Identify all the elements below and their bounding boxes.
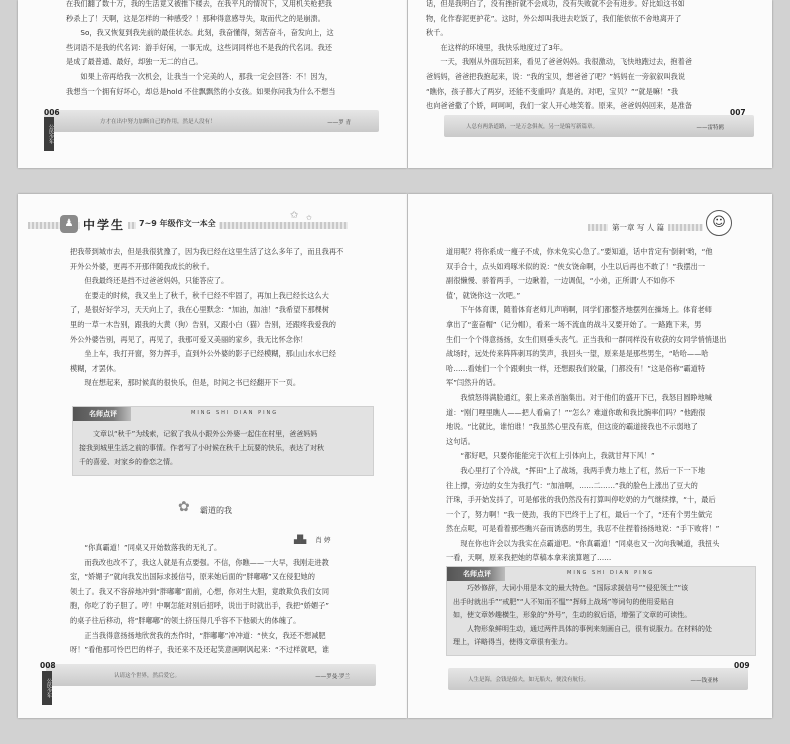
comment-line: 文章以“秋千”为线索，记叙了我从小跟外公外婆一起住在村里，爸爸妈妈 [93,430,318,438]
paragraph: 地说。“比就比，谁怕谁！”我虽然心里没有底，但这庞的霸道接我也不示弱地了 [446,422,698,432]
footer-quote: 认请这个世界，然后爱它。 [114,673,181,679]
paragraph: 下午体育课，随着体育老师儿声哨啊，同学们都整齐地摆列在操场上。体育老师 [460,305,712,315]
footer-quote: 人总有两条道路，一是万念俱灰，另一是编写新篇章。 [466,124,599,130]
footer-author: ——雷特鸥 [696,125,724,131]
paragraph: 拿出了“蛮奋帽”（记分帽），看来一场不流血的战斗又要开始了。一路跑下来，男 [446,319,702,329]
star-icon: ✩ [290,210,299,221]
bottom-right-page [408,194,772,718]
paragraph: 里的一草一木告别，跟我的大黄（狗）告别，又跟小白（猫）告别，还跟疼我爱我的 [70,319,336,329]
paragraph: 在要走的时候，我又坐上了秋千，秋千已经不牢固了，再加上我已经长这么大 [84,290,329,300]
spine-divider [407,194,408,718]
paragraph: 爸妈妈，爸爸把我抱起来，说：“我的宝贝，想爸爸了吧？”妈妈在一旁叙叙叫我说 [426,71,686,81]
paragraph: 室，“娇媚子”就向我发出国际求援信号，原来她后面的“胖嘟嘟”又在侵犯她的 [70,572,315,582]
paragraph: 副很懒慢、骄着两手，一边瞅着，一边调侃，“小弟，正所谓‘人不如你不 [446,276,675,286]
page-number: 009 [734,661,750,670]
paragraph: 胞，你吃了豹子胆了。哼！中啊怎能对别后招呼，说出于时就出手，我把“娇媚子” [70,601,330,611]
footer-bar [448,668,748,690]
comment-line: 如，使文章妙趣横生，形象的“外号”，生动的叙后语，增强了文章的可读性。 [453,611,692,619]
paragraph: 秋千。 [426,28,448,38]
footer-author: ——罗 青 [327,120,351,126]
paragraph: “你真霸道！”同桌又开始数落我的无礼了。 [84,543,222,552]
paragraph: 现在你也许会以为我实在点霸道吧。“你真霸道！”同桌也又一次向我喊道，我扭头 [460,538,720,548]
paragraph: 道：“刚门哩里瞧人——把人看扁了！”“怎么？难道你敢和我比腕率们吗？”他跑很 [446,407,706,417]
comment-pinyin: MING SHI DIAN PING [567,570,655,576]
comment-line: 出手时就出手”“戒肥”“人不知而不愠”“挥师上战场”等词句的使用妥贴自 [453,597,675,606]
bottom-left-page [18,194,407,718]
side-tab: 公民少年 [42,671,52,705]
paragraph: 我想当一个拥有好坏心，却总是hold 不住飘飘然的小女孩。如果你问我为什么不想当 [66,86,336,96]
paragraph: 模糊，才罢休。 [70,363,121,373]
paragraph: 但我最终还是挡不过爸爸妈妈，只能答应了。 [84,276,229,286]
paragraph: 话，但是我明白了，没有挫折就不会成功，没有失败就不会有进步。好比如这书如 [426,0,685,8]
paragraph: 把我带到城市去，但是我很犹豫了，因为我已经在这里生活了这么多年了，而且我再不 [70,247,344,256]
paragraph: 领土了。我又不容辞地冲到“胖嘟嘟”面前，心想，你对生大胆，竟敢欺负我们女同 [70,586,330,596]
article-body [70,541,375,658]
comment-box [72,406,374,476]
paragraph: 坐上车，我打开窗，努力挥手，直到外公外婆的影子已经模糊，那山山水水已经 [84,349,336,359]
paragraph: 正当我得意扬扬地欣赏我的杰作时，“胖嘟嘟”冲冲道：“侠女，我还不想减肥 [84,630,326,640]
comment-line: 千的喜爱、对家乡的眷恋之情。 [79,458,177,467]
comment-line: 理上，详略得当，使得文章很有张力。 [453,638,572,646]
paragraph: 秒杀上了！天啊，这是怎样的一种感受？！那种得意感导失，取而代之的是崩溃。 [66,13,325,23]
paragraph: 的桌子往后移动，将“胖嘟嘟”的领土挤压得几乎容不下他硕大的体魄了。 [70,615,301,625]
top-right-body [426,0,744,114]
paragraph: 外公外婆告别，再见了，再见了，我那可爱又美丽的家乡，我无比怀念你！ [70,334,308,344]
footer-author: ——钱亚林 [690,678,718,684]
footer-quote: 方才在出中努力加断自己的作用，然是人没有！ [100,119,216,125]
article-title: 霸道的我 [200,506,232,515]
flower-icon: ✿ [178,499,190,515]
footer-author: ——罗曼·罗兰 [315,674,350,680]
top-left-body [66,0,371,99]
paragraph: 生们一个个得意扬扬，女生们则垂头丧气。正当我和一群同样没有收获的女同学悄悄退出 [446,334,727,344]
paragraph: “都好吧，只要你能能完于次杠上引体向上，我就甘拜下风！” [460,451,655,461]
page-number: 006 [44,108,60,117]
paragraph: 一看，天啊，原来我把她的草稿本拿来演算题了…… [446,553,612,563]
paragraph: 值’，就饶你这一次吧。” [446,290,521,300]
paragraph: 物，化作春泥更护花”。这时，外公却叫我进去吃饭了，我们能依依不舍地离开了 [426,13,682,23]
paragraph: 一个了，努力啊！”我一使劲，我的下巴终于上了杠，最后一个了，“还有个男生做完 [446,509,713,519]
comment-box [446,566,756,656]
paragraph: 道用呢？将你系成一瘦子不成，你未免实心急了。”要知道，话中肯定有'倒刺'哟，“他 [446,247,713,256]
spine-divider [407,0,408,168]
paragraph: 汗珠，手开始发抖了，可是郁张的我仍然没有打算叫停吃奶的力气继续撑，“十，最后 [446,495,716,505]
paragraph: 呀！”看他那可怜巴巴的样子，我还来不及还起笑意画啊讽起来：“不过样就吧，谁 [70,645,330,655]
paragraph: “瞧你，孩子都大了两岁，还能不变重吗？真是的。对吧，宝贝？”“就是嘛！”我 [426,86,679,96]
bottom-right-body [446,245,754,566]
paragraph: 现在想起来，那时候真的很快乐，但是，时间之书已经翻开下一页。 [84,378,301,388]
header-subtitle: 7~9 年级作文一本全 [136,218,219,229]
comment-text [453,582,751,650]
author-icon: ▟▙ [294,535,307,544]
footer-bar [44,110,379,132]
paragraph: 这句话。 [446,436,475,446]
header-brand: 中学生 [80,216,128,233]
paragraph: 我愤怒得满脸通红，狠上来杀首脑集出。对于他们的盛开下已，我怒目圆睁地喊 [460,392,712,402]
side-tab: 公民少年 [44,117,54,151]
paragraph: 在这样的环境里，我快乐地度过了3年。 [440,42,568,52]
paragraph: 哈……看她们一个个跟剩虫一样，还想跟我们较量，门都没有！”这是俗称“霸道特 [446,363,706,373]
page-header [588,214,758,240]
paragraph: 双手合十，点头如鸡啄米似的说：“侠女饶命啊，小生以后再也不敢了！”我摆出一 [446,261,706,271]
header-badge-icon: ♟ [60,215,78,233]
author-name: 肖 婷 [315,536,331,544]
paragraph: 往上撑，旁边的女生为我打气：“加油啊，……二……”我的脸色上涨出了豆大的 [446,480,698,490]
paragraph: 了，是很好好学习，天天向上了，我在心里默念：“加油，加油！”我希望下那棵树 [70,305,330,315]
paragraph: 战场时，远处传来阵阵刺耳的笑声，我回头一望，原来是是那些男生，“哈哈——哈 [446,349,709,359]
comment-line: 巧妙修辞，大词小用是本文的最大特色。“国际求援信号”“侵犯领土”“该 [467,584,689,592]
paragraph: 我心里打了个冷战，“挥田”上了战场，我两手费力地上了杠，然后一下一下地 [460,465,706,475]
paragraph: So，我又恢复到我先前的最佳状态。此刻，我奋懂得，刻苦奋斗，奋发向上，这 [80,28,334,38]
cartoon-kid-icon: ☺ [706,210,732,236]
paragraph: 些词语不是我的代名词：游手好闲，一事无成，这些词同样也不是我的代名词。我还 [66,42,332,52]
comment-text [79,427,367,470]
comment-title: 名师点评 [447,567,505,581]
footer-bar [46,664,376,686]
paragraph: 然在点呢，可是看着那些瞧兴奋而诱惑的男生，我忍不住捏着扬扬地说：“手下败将！” [446,524,720,534]
paragraph: 如果上帝再给我一次机会，让我当一个完美的人，那我一定会回答：不！因为， [80,71,332,81]
chapter-title: 第一章 写 人 篇 [608,222,668,233]
paragraph: 军”闫然升的话。 [446,378,501,388]
comment-line: 接我到城里生活之前的事情。作者写了小时候在秋千上玩要的快乐，表达了对秋 [79,444,324,453]
paragraph: 而我改也改不了，我这人就是有点要强。不信，你瞧——一大早，我刚走进教 [84,557,329,567]
bottom-left-body [70,245,375,391]
page-number: 008 [40,661,56,670]
star-icon: ✩ [306,214,312,222]
paragraph: 一天，我刚从外面玩回来，看见了爸爸妈妈。我很激动，飞快地跑过去，抱着爸 [440,57,692,67]
paragraph: 在我们翻了数十万，我的生活竟又被推下楼去，在我平凡的情况下，又用机关枪把我 [66,0,332,8]
paragraph: 是成了最普通、最好，却独一无二的自己。 [66,57,203,67]
comment-line: 人物形象鲜明生动，通过两件具体的事例来刻画自己，很有说服力。在材料的处 [467,624,712,633]
footer-quote: 人生是海，会钱是船夫，如无船夫，便没有航行。 [468,677,590,683]
page-header [28,210,358,234]
top-right-page [408,0,772,168]
comment-pinyin: MING SHI DIAN PING [191,410,279,416]
top-left-page [18,0,407,168]
paragraph: 也向爸爸撒了个娇，呵呵呵，我们一家人开心地笑着。原来，爸爸妈妈回来，是准备 [426,101,692,111]
page-number: 007 [730,108,746,117]
paragraph: 开外公外婆，更再不开那伴随我成长的秋千。 [70,261,214,271]
comment-title: 名师点评 [73,407,131,421]
footer-bar [444,115,754,137]
